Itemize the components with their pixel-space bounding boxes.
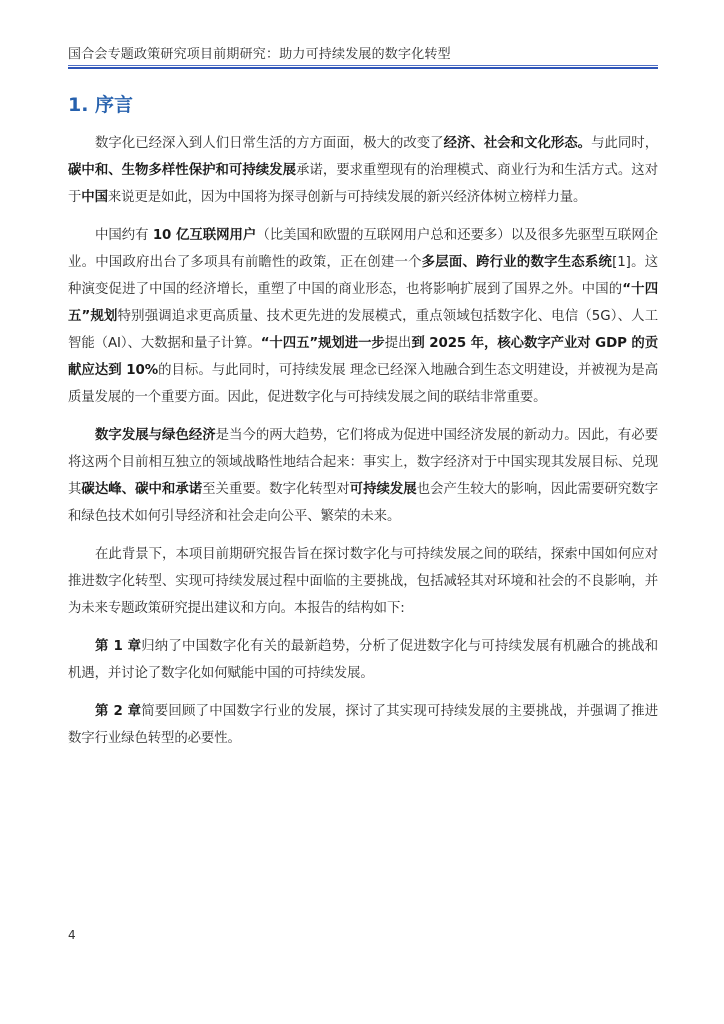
bold-text-run: 10 亿互联网用户 xyxy=(152,228,257,243)
header-rule-thin xyxy=(68,65,658,66)
bold-text-run: 碳中和、生物多样性保护和可持续发展 xyxy=(68,163,296,178)
bold-text-run: 到 2025 年，核心数字产业对 GDP 的贡献应达到 10% xyxy=(68,336,658,378)
text-run: 是当今的两大趋势，它们将成为促进中国经济发展的新动力。因此，有必要将这两个目前相互独立的领域战略性地结合起来：事实上，数字经济对于中国实现其发展目标、兑现其 xyxy=(68,428,658,497)
running-header: 国合会专题政策研究项目前期研究：助力可持续发展的数字化转型 xyxy=(68,47,451,62)
text-run: 数字化已经深入到人们日常生活的方方面面，极大的改变了 xyxy=(95,136,444,151)
bold-text-run: “十四五”规划 xyxy=(68,282,658,324)
text-run: 提出 xyxy=(384,336,412,351)
bold-text-run: 中国 xyxy=(81,190,108,205)
text-run: 也会产生较大的影响，因此需要研究数字和绿色技术如何引导经济和社会走向公平、繁荣的未来。 xyxy=(68,482,658,524)
body-content xyxy=(68,130,658,763)
bold-text-run: 第 2 章 xyxy=(95,704,142,719)
text-run: 来说更是如此，因为中国将为探寻创新与可持续发展的新兴经济体树立榜样力量。 xyxy=(107,190,587,205)
text-run: 简要回顾了中国数字行业的发展，探讨了其实现可持续发展的主要挑战，并强调了推进数字行业绿色转型的必要性。 xyxy=(68,704,658,746)
bold-text-run: “十四五”规划进一步 xyxy=(260,336,385,351)
header-rule-thick xyxy=(68,67,658,69)
text-run: 承诺，要求重塑现有的治理模式、商业行为和生活方式。这对于 xyxy=(68,163,658,205)
text-run: 归纳了中国数字化有关的最新趋势，分析了促进数字化与可持续发展有机融合的挑战和机遇，并讨论了数字化如何赋能中国的可持续发展。 xyxy=(68,639,658,681)
text-run: （比美国和欧盟的互联网用户总和还要多）以及很多先驱型互联网企业。中国政府出台了多项具有前瞻性的政策，正在创建一个 xyxy=(68,228,659,270)
bold-text-run: 数字发展与绿色经济 xyxy=(95,428,216,443)
text-run: 中国约有 xyxy=(95,228,153,243)
bold-text-run: 多层面、跨行业的数字生态系统 xyxy=(421,255,613,270)
paragraph-digital-green xyxy=(68,422,658,530)
text-run: 与此同时， xyxy=(591,136,658,151)
paragraph-intro xyxy=(68,130,658,211)
text-run: 特别强调追求更高质量、技术更先进的发展模式，重点领域包括数字化、电信（5G）、人工智能（AI）、大数据和量子计算。 xyxy=(68,309,658,351)
text-run: 在此背景下，本项目前期研究报告旨在探讨数字化与可持续发展之间的联结，探索中国如何应对推进数字化转型、实现可持续发展过程中面临的主要挑战，包括减轻其对环境和社会的不良影响，并为未来专题政策研究提出建议和方向。本报告的结构如下: xyxy=(68,547,658,616)
paragraph-context xyxy=(68,541,658,622)
text-run: [1]。这种演变促进了中国的经济增长，重塑了中国的商业形态，也将影响扩展到了国界之外。中国的 xyxy=(68,255,658,297)
paragraph-chapter-1 xyxy=(68,633,658,687)
page-number: 4 xyxy=(68,928,76,942)
text-run: 的目标。与此同时，可持续发展 理念已经深入地融合到生态文明建设，并被视为是高质量发展的一个重要方面。因此，促进数字化与可持续发展之间的联结非常重要。 xyxy=(68,363,658,405)
paragraph-internet-users xyxy=(68,222,658,411)
bold-text-run: 碳达峰、碳中和承诺 xyxy=(81,482,203,497)
text-run: 至关重要。数字化转型对 xyxy=(202,482,350,497)
bold-text-run: 可持续发展 xyxy=(349,482,417,497)
bold-text-run: 第 1 章 xyxy=(95,639,142,654)
paragraph-chapter-2 xyxy=(68,698,658,752)
bold-text-run: 经济、社会和文化形态。 xyxy=(443,136,592,151)
section-title: 1. 序言 xyxy=(68,94,134,116)
